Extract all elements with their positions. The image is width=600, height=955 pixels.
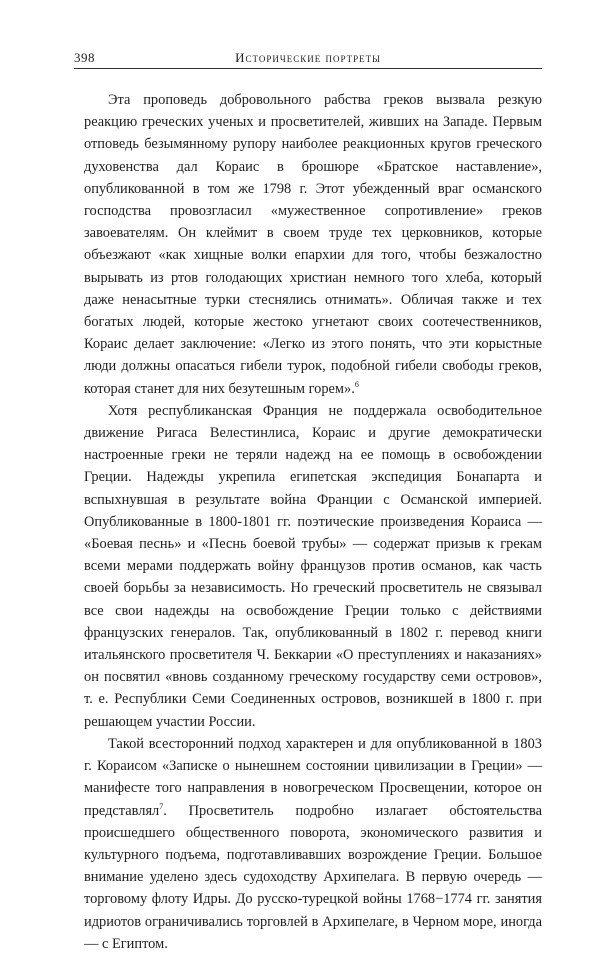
header-rule: [74, 68, 542, 69]
body-text: [84, 89, 542, 955]
paragraph-1: [84, 89, 542, 400]
paragraph-2-text: Хотя республиканская Франция не поддержала освободительное движение Ригаса Велестинлиса, Кораис и другие демократически настроенные греки не теряли надежд на ее помощь в освобождении Греции. Надежды укрепила египетская экспедиция Бонапарта и вспыхнувшая в результате война Франции с Османской империей. Опубликованные в 1800-1801 гг. поэтические произведения Кораиса — «Боевая песнь» и «Песнь боевой трубы» — содержат призыв к грекам всеми мерами поддержать войну французов против османов, как часть своей борьбы за независимость. Но греческий просветитель не связывал все свои надежды на освобождение Греции только с действиями французских генералов. Так, опубликованный в 1802 г. перевод книги итальянского просветителя Ч. Беккарии «О преступлениях и наказаниях» он посвятил «вновь созданному греческому государству семи островов», т. е. Республики Семи Соединенных островов, возникшей в 1800 г. при решающем участии России.: [84, 402, 542, 730]
paragraph-3-text-after: . Просветитель подробно излагает обстоятельства происшедшего общественного поворота, экономического развития и культурного подъема, подготавливавших возрождение Греции. Большое внимание уделено здесь судоходству Архипелага. В первую очередь — торговому флоту Идры. До русско-турецкой войны 1768−1774 гг. занятия идриотов ограничивались торговлей в Архипелаге, в Черном море, иногда — с Египтом.: [84, 802, 542, 952]
page-header: [74, 48, 542, 70]
page-number: 398: [74, 50, 95, 65]
paragraph-3: [84, 733, 542, 955]
paragraph-1-text: Эта проповедь добровольного рабства греков вызвала резкую реакцию греческих ученых и просветителей, живших на Западе. Первым отповедь безымянному рупору наиболее реакционных кругов греческого духовенства дал Кораис в брошюре «Братское наставление», опубликованной в том же 1798 г. Этот убежденный враг османского господства провозгласил «мужественное сопротивление» греков завоевателям. Он клеймит в своем труде тех церковников, которые объезжают «как хищные волки епархии для того, чтобы безжалостно вырывать из ртов голодающих христиан немного того хлеба, который даже ненасытные турки стеснялись отнимать». Обличая также и тех богатых людей, которые жестоко угнетают своих соотечественников, Кораис делает заключение: «Легко из этого понять, что эти корыстные люди должны опасаться гибели турок, подобной гибели свободы греков, которая станет для них безутешным горем».: [84, 92, 542, 397]
footnote-ref-6: 6: [354, 379, 359, 389]
paragraph-2: [84, 400, 542, 733]
paragraph-3-text: Такой всесторонний подход характерен и для опубликованной в 1803 г. Кораисом «Записке о нынешнем состоянии цивилизации в Греции» — манифесте того направления в новогреческом Просвещении, которое он представлял: [84, 735, 542, 819]
footnote-ref-7: 7: [159, 801, 164, 811]
running-title: Исторические портреты: [235, 50, 381, 65]
